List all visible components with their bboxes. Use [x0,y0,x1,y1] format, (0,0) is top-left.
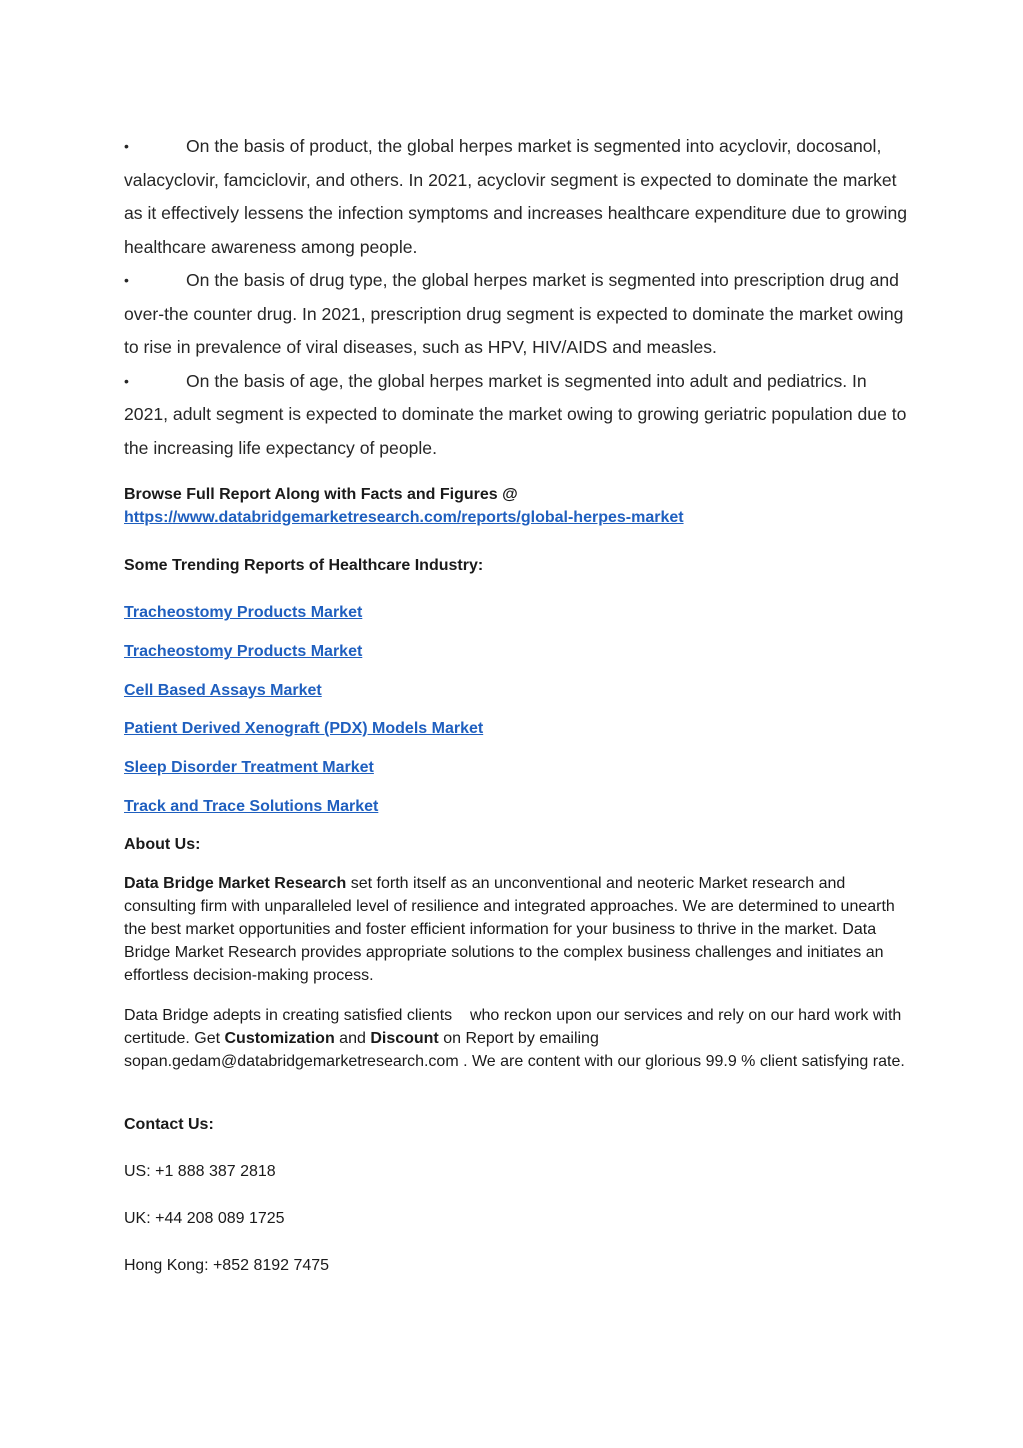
bullet-text: On the basis of age, the global herpes market is segmented into adult and pediatrics. In 2021, adult segment is expected to dominate the market owing to growing geriatric population due to the increasing life expectancy of people. [124,370,907,458]
about-heading: About Us: [124,836,201,853]
trending-link-5 [124,756,914,779]
discount-label: Discount [370,1030,439,1047]
bullet-item-product [124,130,914,264]
bullet-text: On the basis of drug type, the global herpes market is segmented into prescription drug and over-the counter drug. In 2021, prescription drug segment is expected to dominate the market owing to rise in prevalence of viral diseases, such as HPV, HIV/AIDS and measles. [124,270,904,357]
bullet-icon: • [124,138,129,154]
browse-report-block [124,483,914,529]
bullet-icon: • [124,372,129,389]
trending-link-3 [124,679,914,702]
contact-uk-phone: UK: +44 208 089 1725 [124,1210,285,1227]
trending-report-link[interactable]: Cell Based Assays Market [124,682,322,699]
bullet-list [124,130,914,465]
about-paragraph-1 [124,872,914,987]
trending-link-4 [124,717,914,740]
trending-link-1 [124,601,914,624]
contact-heading: Contact Us: [124,1116,214,1133]
trending-report-link[interactable]: Tracheostomy Products Market [124,643,363,660]
browse-report-label: Browse Full Report Along with Facts and Figures @ [124,486,518,503]
contact-us-phone: US: +1 888 387 2818 [124,1163,276,1180]
about-paragraph-2-text-b: on Report by emailing sopan.gedam@databridgemarketresearch.com . We are content with our glorious 99.9 % client satisfying rate. [124,1030,905,1070]
about-paragraph-1-text: set forth itself as an unconventional and neoteric Market research and consulting firm with unparalleled level of resilience and integrated approaches. We are determined to unearth the best market opportunities and foster efficient information for your business to thrive in the market. Data Bridge Market Research provides appropriate solutions to the complex business challenges and initiates an effortless decision-making process. [124,875,895,984]
bullet-icon: • [124,272,129,288]
trending-report-link[interactable]: Tracheostomy Products Market [124,604,363,621]
bullet-text: On the basis of product, the global herpes market is segmented into acyclovir, docosanol, valacyclovir, famciclovir, and others. In 2021, acyclovir segment is expected to dominate the market as it effectively lessens the infection symptoms and increases healthcare expenditure due to growing healthcare awareness among people. [124,136,908,257]
bullet-item-drug-type [124,264,914,365]
trending-link-6 [124,795,914,818]
contact-hk-phone: Hong Kong: +852 8192 7475 [124,1257,330,1274]
about-paragraph-2 [124,1004,914,1073]
trending-report-link[interactable]: Patient Derived Xenograft (PDX) Models Market [124,720,484,737]
customization-label: Customization [224,1030,335,1047]
trending-report-link[interactable]: Track and Trace Solutions Market [124,798,379,815]
company-name: Data Bridge Market Research [124,875,347,892]
trending-report-link[interactable]: Sleep Disorder Treatment Market [124,759,374,776]
trending-heading: Some Trending Reports of Healthcare Industry: [124,557,484,574]
trending-link-2 [124,640,914,663]
about-paragraph-2-text-a: Data Bridge adepts in creating satisfied clients who reckon upon our services and rely on our hard work with certitude. Get [124,1007,906,1047]
about-paragraph-2-and: and [334,1030,371,1047]
report-url-link[interactable]: https://www.databridgemarketresearch.com/reports/global-herpes-market [124,509,684,526]
bullet-item-age [124,365,914,466]
